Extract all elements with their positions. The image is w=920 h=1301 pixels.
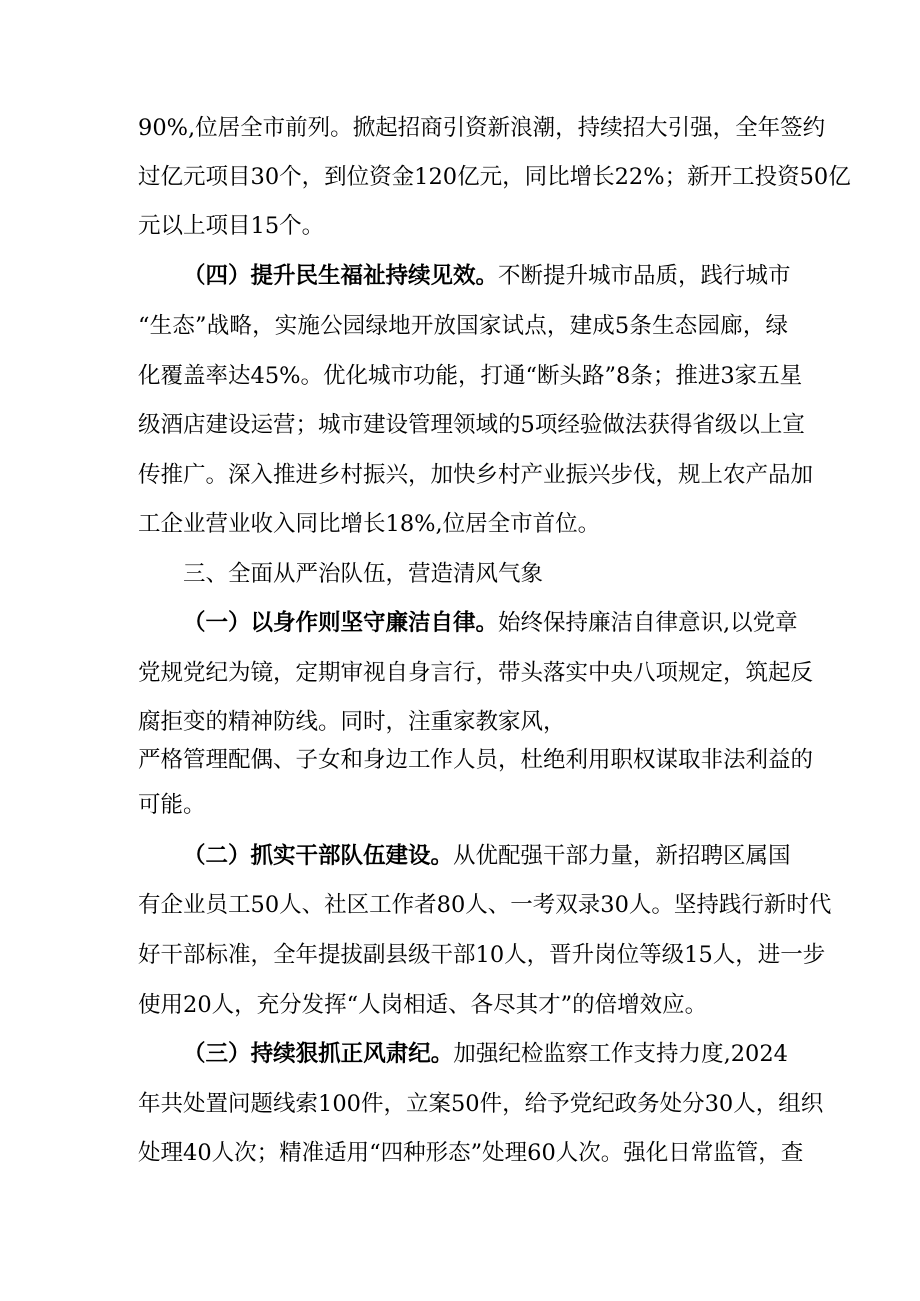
text-line-21: [138, 1084, 824, 1124]
text-line-5: [138, 306, 788, 346]
text-line-17: [138, 885, 832, 925]
text-line-13: [138, 702, 788, 742]
line-text: 传推广。深入推进乡村振兴，加快乡村产业振兴步伐，规上农产品加: [138, 462, 814, 488]
paragraph-heading: （四）提升民生福祉持续见效。: [183, 263, 499, 289]
text-line-19: [138, 985, 788, 1025]
line-text: 加强纪检监察工作支持力度,2024: [453, 1041, 788, 1067]
line-text: 级酒店建设运营；城市建设管理领域的5项经验做法获得省级以上宣: [138, 412, 805, 438]
line-text: 处理40人次；精准适用“四种形态”处理60人次。强化日常监管，查: [138, 1140, 804, 1166]
line-text: 从优配强干部力量，新招聘区属国: [453, 843, 791, 869]
paragraph-heading: （三）持续狠抓正风肃纪。: [183, 1041, 454, 1067]
text-line-15: [138, 785, 788, 825]
text-line-7: [138, 405, 805, 445]
section-heading: [183, 554, 788, 594]
line-text: “生态”战略，实施公园绿地开放国家试点，建成5条生态园廊，绿: [138, 313, 788, 339]
line-text: 可能。: [138, 792, 206, 818]
line-text: 腐拒变的精神防线。同时，注重家教家风，: [138, 709, 566, 735]
line-text: 90%,位居全市前列。掀起招商引资新浪潮，持续招大引强，全年签约: [138, 115, 826, 141]
line-text: 元以上项目15个。: [138, 213, 325, 239]
text-line-6: [138, 356, 803, 396]
text-line-8: [138, 455, 814, 495]
text-line-2: [138, 157, 851, 197]
line-text: 不断提升城市品质，践行城市: [498, 263, 791, 289]
paragraph-lead-4: [183, 256, 791, 296]
line-text: 工企业营业收入同比增长18%,位居全市首位。: [138, 511, 601, 537]
line-text: 化覆盖率达45%。优化城市功能，打通“断头路”8条；推进3家五星: [138, 363, 803, 389]
text-line-22: [138, 1133, 804, 1173]
line-text: 严格管理配偶、子女和身边工作人员，杜绝利用职权谋取非法利益的: [138, 747, 814, 773]
line-text: 好干部标准，全年提拔副县级干部10人，晋升岗位等级15人，进一步: [138, 942, 826, 968]
line-text: 使用20人，充分发挥“人岗相适、各尽其才”的倍增效应。: [138, 992, 708, 1018]
line-text: 有企业员工50人、社区工作者80人、一考双录30人。坚持践行新时代: [138, 892, 832, 918]
line-text: 始终保持廉洁自律意识,以党章: [498, 610, 798, 636]
line-text: 过亿元项目30个，到位资金120亿元，同比增长22%；新开工投资50亿: [138, 164, 851, 190]
text-line-3: [138, 206, 788, 246]
paragraph-lead-20: [183, 1034, 788, 1074]
paragraph-lead-11: [183, 603, 798, 643]
line-text: 年共处置问题线索100件，立案50件，给予党纪政务处分30人，组织: [138, 1091, 824, 1117]
paragraph-heading: （一）以身作则坚守廉洁自律。: [183, 610, 499, 636]
text-line-14: [138, 740, 814, 780]
paragraph-heading: （二）抓实干部队伍建设。: [183, 843, 454, 869]
text-line-1: [138, 108, 826, 148]
section-heading-text: 三、全面从严治队伍，营造清风气象: [183, 561, 544, 587]
text-line-9: [138, 504, 788, 544]
line-text: 党规党纪为镜，定期审视自身言行，带头落实中央八项规定，筑起反: [138, 660, 814, 686]
text-line-18: [138, 935, 826, 975]
paragraph-lead-16: [183, 836, 791, 876]
text-line-12: [138, 653, 814, 693]
